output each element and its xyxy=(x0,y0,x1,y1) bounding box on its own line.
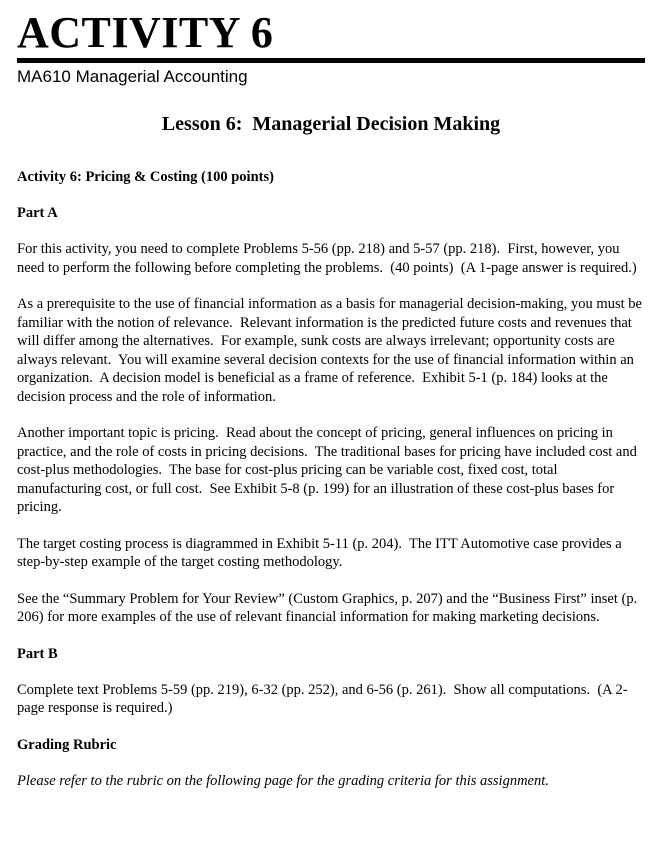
title-divider xyxy=(17,58,645,63)
document-page xyxy=(17,0,645,790)
activity-heading: Activity 6: Pricing & Costing (100 points) xyxy=(17,169,274,185)
part-b-paragraph: Complete text Problems 5-59 (pp. 219), 6-32 (pp. 252), and 6-56 (p. 261). Show all computations. (A 2-page response is required.) xyxy=(17,681,628,716)
part-a-paragraph: Another important topic is pricing. Read about the concept of pricing, general influences on pricing in practice, and the role of costs in pricing decisions. The traditional bases for pricing have included cost and cost-plus methodologies. The base for cost-plus pricing can be variable cost, fixed cost, total manufacturing cost, or full cost. See Exhibit 5-8 (p. 199) for an illustration of these cost-plus bases for pricing. xyxy=(17,425,641,515)
lesson-title: Lesson 6: Managerial Decision Making xyxy=(161,113,501,135)
part-a-paragraph: As a prerequisite to the use of financial information as a basis for managerial decision-making, you must be familiar with the notion of relevance. Relevant information is the predicted future costs and revenues that will differ among the alternatives. For example, sunk costs are always irrelevant; opportunity costs are always relevant. You will examine several decision contexts for the use of financial information within an organization. A decision model is beneficial as a frame of reference. Exhibit 5-1 (p. 184) looks at the decision process and the role of information. xyxy=(17,296,646,405)
part-a-paragraph: The target costing process is diagrammed in Exhibit 5-11 (p. 204). The ITT Automotive case provides a step-by-step example of the target costing methodology. xyxy=(17,535,626,570)
rubric-note: Please refer to the rubric on the following page for the grading criteria for this assignment. xyxy=(17,772,549,789)
rubric-heading: Grading Rubric xyxy=(17,736,117,753)
part-b-heading: Part B xyxy=(17,645,58,662)
part-a-paragraph: See the “Summary Problem for Your Review” (Custom Graphics, p. 207) and the “Business First” inset (p. 206) for more examples of the use of relevant financial information for making marketing decisions. xyxy=(17,590,641,625)
activity-title: ACTIVITY 6 xyxy=(17,8,274,57)
part-a-heading: Part A xyxy=(17,205,58,221)
part-a-paragraph: For this activity, you need to complete Problems 5-56 (pp. 218) and 5-57 (pp. 218). First, however, you need to perform the following before completing the problems. (40 points) (A 1-page answer is required.) xyxy=(17,241,637,276)
course-name: MA610 Managerial Accounting xyxy=(17,67,248,86)
